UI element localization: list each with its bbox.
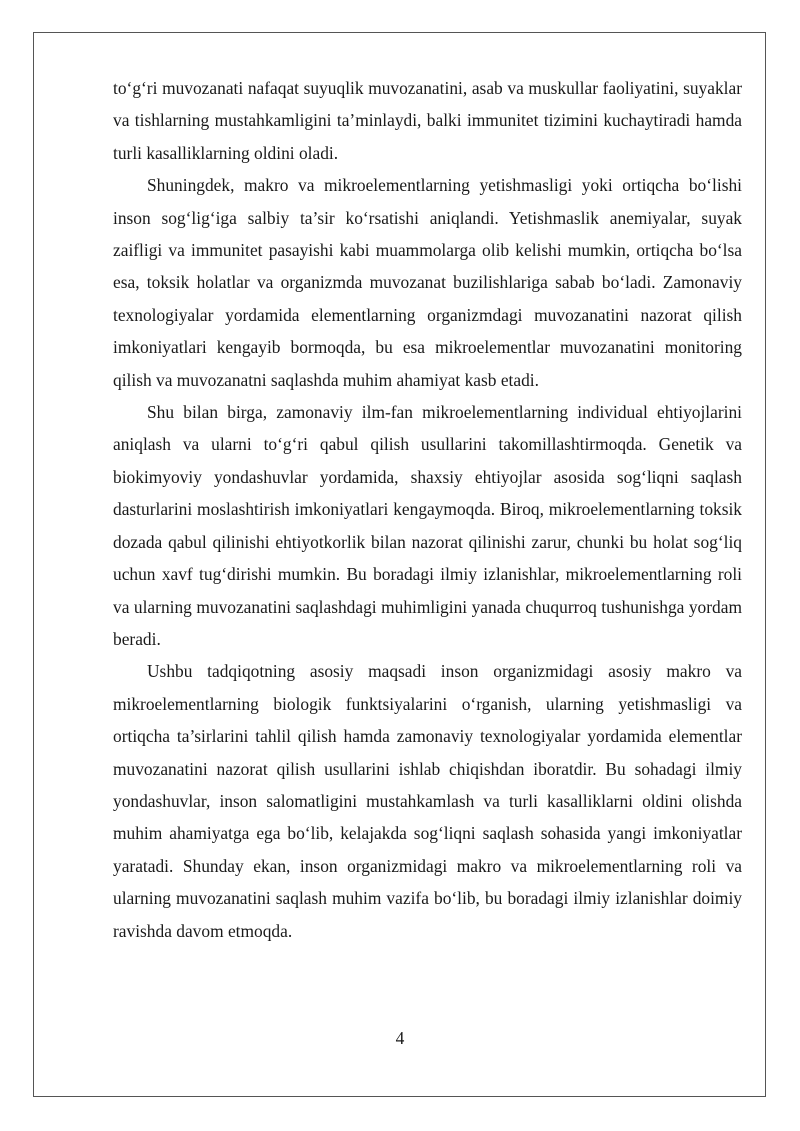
paragraph: Ushbu tadqiqotning asosiy maqsadi inson organizmidagi asosiy makro va mikroelementlarning biologik funktsiyalarini o‘rganish, ularning yetishmasligi va ortiqcha ta’sirlarini tahlil qilish hamda zamonaviy texnologiyalar yordamida elementlar muvozanatini nazorat qilish usullarini ishlab chiqishdan iboratdir. Bu sohadagi ilmiy yondashuvlar, inson salomatligini mustahkamlash va turli kasalliklarni oldini olishda muhim ahamiyatga ega bo‘lib, kelajakda sog‘liqni saqlash sohasida yangi imkoniyatlar yaratadi. Shunday ekan, inson organizmidagi makro va mikroelementlarning roli va ularning muvozanatini saqlash muhim vazifa bo‘lib, bu boradagi ilmiy izlanishlar doimiy ravishda davom etmoqda. xyxy=(113,661,742,941)
paragraph: Shuningdek, makro va mikroelementlarning yetishmasligi yoki ortiqcha bo‘lishi inson sog‘lig‘iga salbiy ta’sir ko‘rsatishi aniqlandi. Yetishmaslik anemiyalar, suyak zaifligi va immunitet pasayishi kabi muammolarga olib kelishi mumkin, ortiqcha bo‘lsa esa, toksik holatlar va organizmda muvozanat buzilishlariga sabab bo‘ladi. Zamonaviy texnologiyalar yordamida elementlarning organizmdagi muvozanatini nazorat qilish imkoniyatlari kengayib bormoqda, bu esa mikroelementlar muvozanatini monitoring qilish va muvozanatni saqlashda muhim ahamiyat kasb etadi. xyxy=(113,175,742,390)
body-text xyxy=(113,72,742,947)
paragraph-continuation: to‘g‘ri muvozanati nafaqat suyuqlik muvozanatini, asab va muskullar faoliyatini, suyaklar va tishlarning mustahkamligini ta’minlaydi, balki immunitet tizimini kuchaytiradi hamda turli kasalliklarning oldini oladi. xyxy=(113,78,742,163)
paragraph: Shu bilan birga, zamonaviy ilm-fan mikroelementlarning individual ehtiyojlarini aniqlash va ularni to‘g‘ri qabul qilish usullarini takomillashtirmoqda. Genetik va biokimyoviy yondashuvlar yordamida, shaxsiy ehtiyojlar asosida sog‘liqni saqlash dasturlarini moslashtirish imkoniyatlari kengaymoqda. Biroq, mikroelementlarning toksik dozada qabul qilinishi ehtiyotkorlik bilan nazorat qilinishi zarur, chunki bu holat sog‘liq uchun xavf tug‘dirishi mumkin. Bu boradagi ilmiy izlanishlar, mikroelementlarning roli va ularning muvozanatini saqlashdagi muhimligini yanada chuqurroq tushunishga yordam beradi. xyxy=(113,402,742,649)
page-number: 4 xyxy=(395,1028,405,1048)
